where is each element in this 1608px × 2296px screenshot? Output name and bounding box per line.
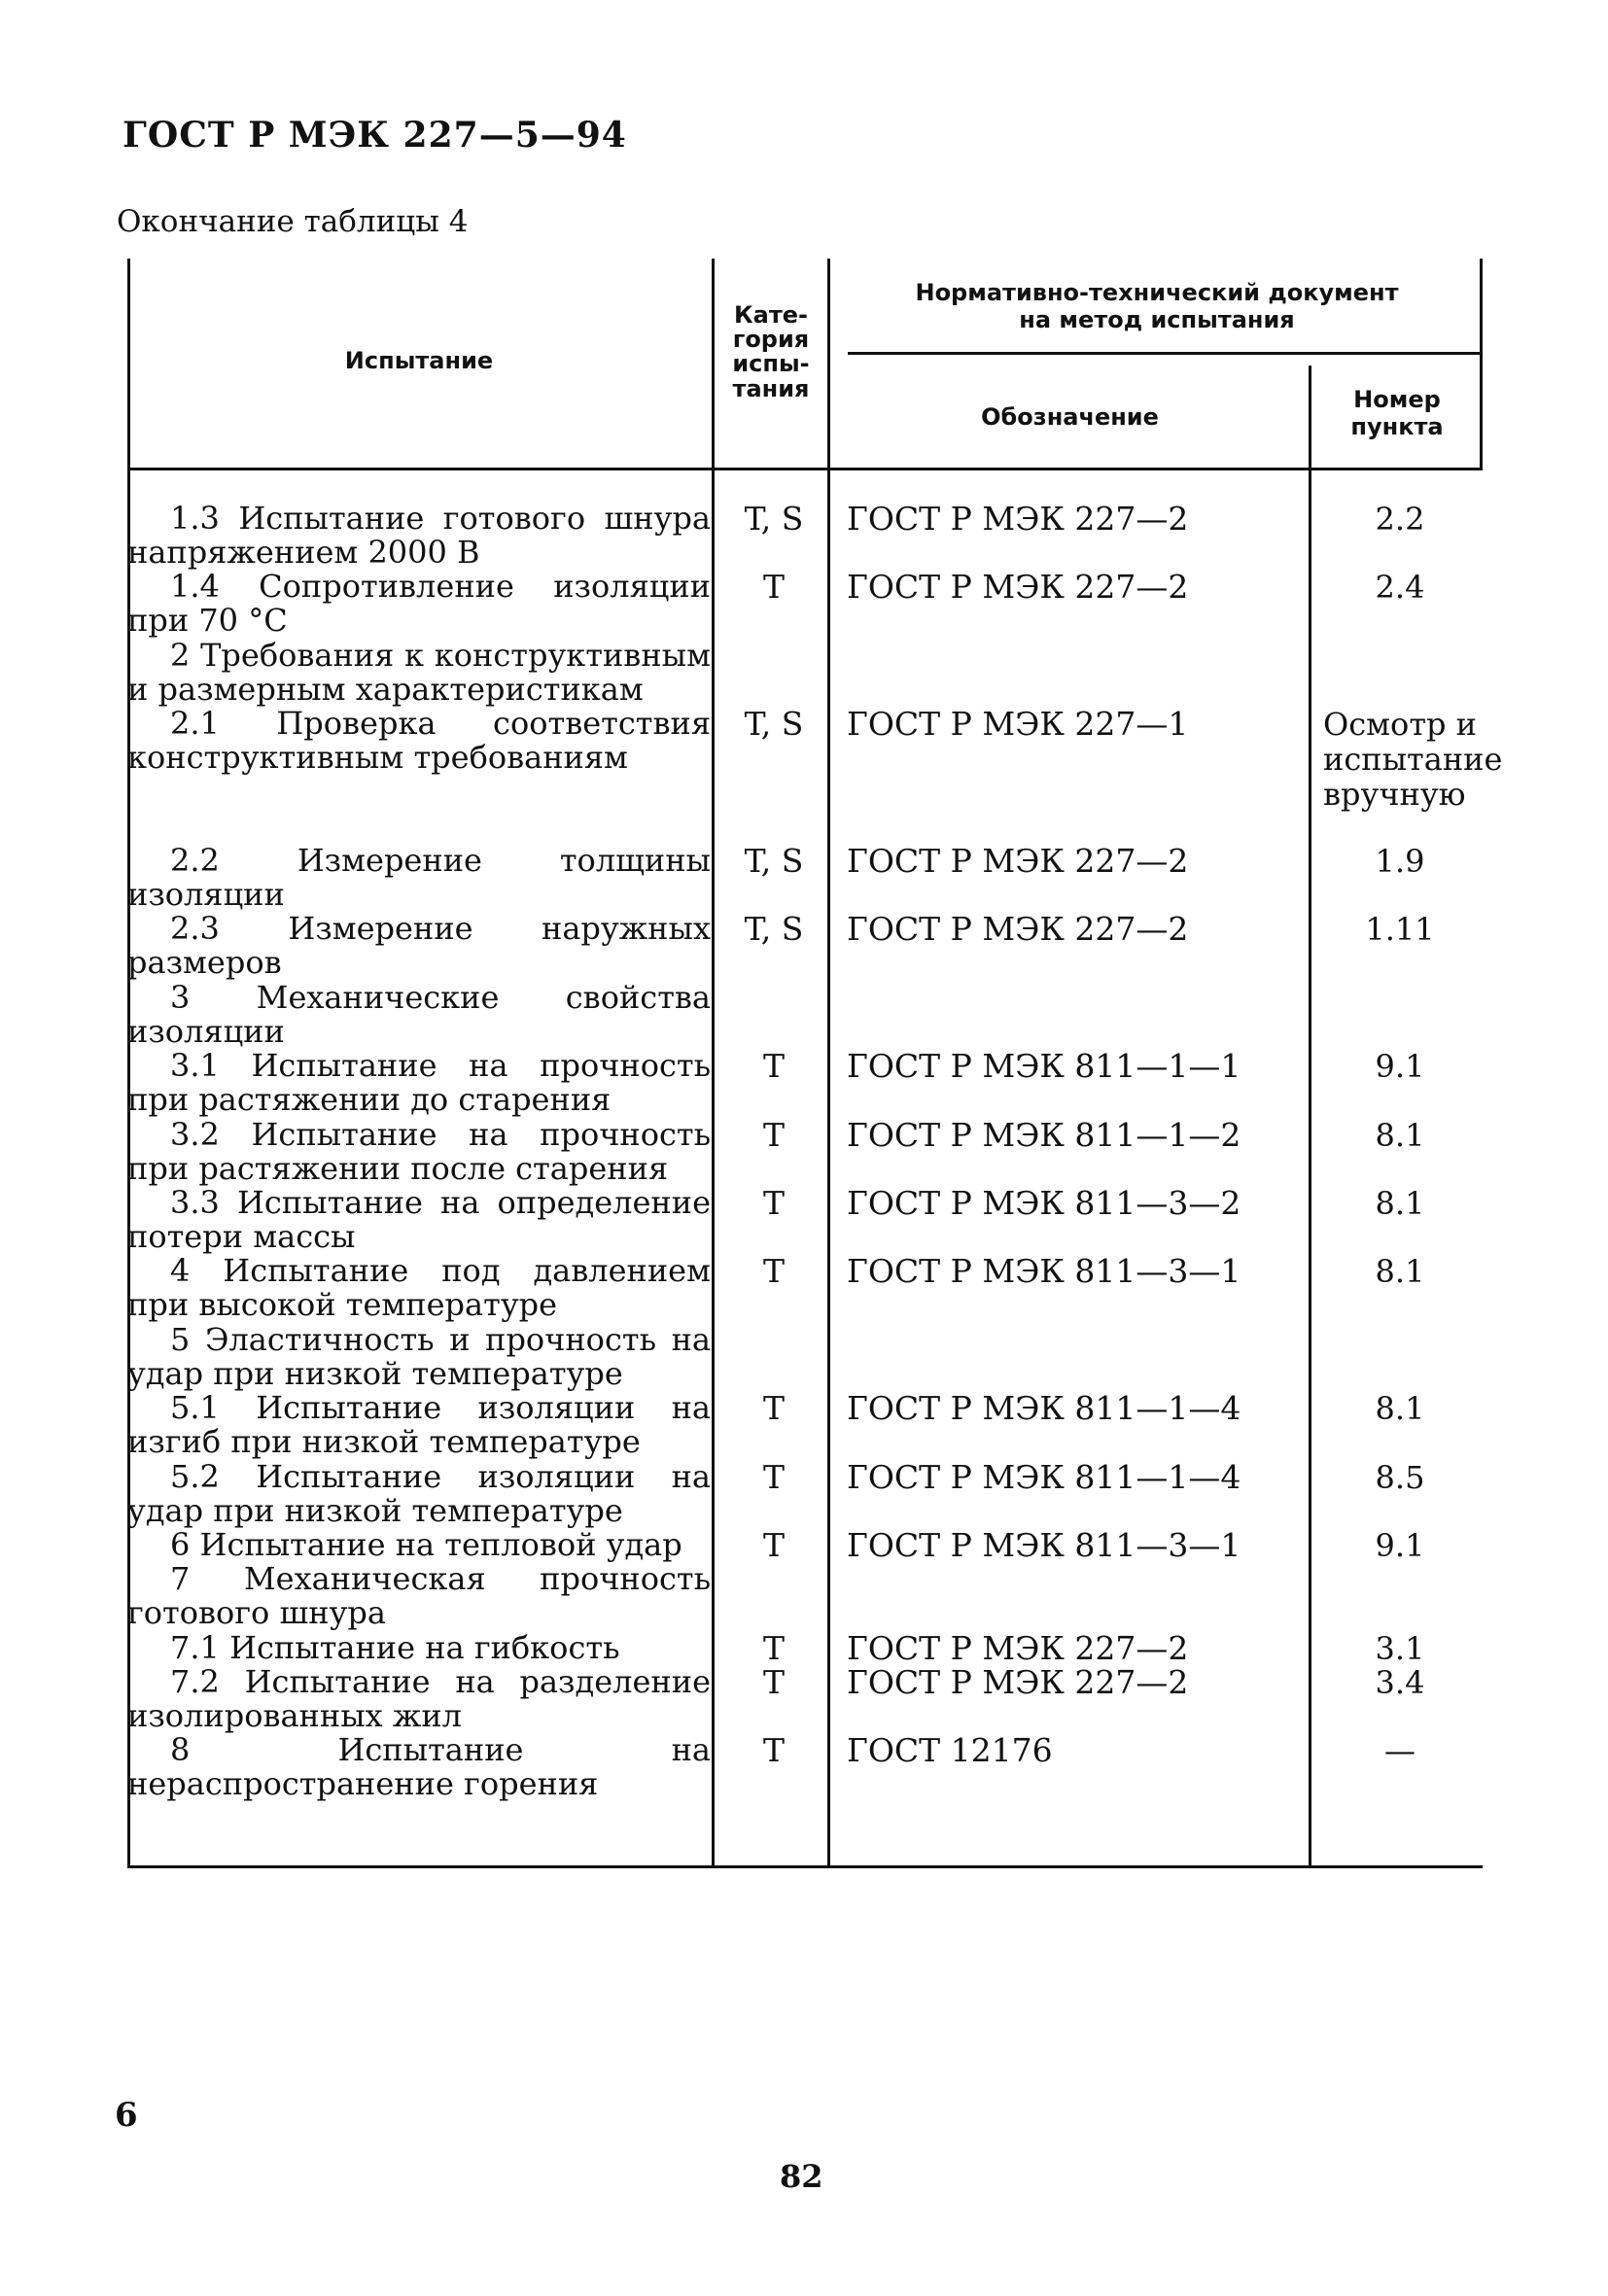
cell-test: 8 Испытание на нераспространение горения bbox=[127, 1731, 711, 1803]
table-row bbox=[127, 1391, 1483, 1459]
cell-item: 2.4 bbox=[1375, 569, 1425, 607]
cell-item: — bbox=[1384, 1732, 1416, 1770]
header-category: Кате- гория испы- тания bbox=[732, 301, 810, 402]
rule-header-bottom bbox=[127, 468, 1483, 470]
table-row bbox=[127, 1733, 1483, 1801]
table-caption: Окончание таблицы 4 bbox=[117, 204, 469, 239]
table-row bbox=[127, 636, 1483, 708]
cell-item: 8.1 bbox=[1375, 1116, 1425, 1154]
cell-category: T bbox=[762, 1115, 785, 1154]
table-row bbox=[127, 1562, 1483, 1630]
table-row bbox=[127, 1528, 1483, 1562]
cell-designation: ГОСТ Р МЭК 227—2 bbox=[847, 500, 1189, 538]
cell-test: 7.2 Испытание на разделение изолированных жил bbox=[127, 1662, 711, 1734]
cell-category: T bbox=[762, 1389, 785, 1428]
header-item: Номер пункта bbox=[1350, 386, 1444, 440]
cell-category: T bbox=[762, 1047, 785, 1086]
rule-table-bottom bbox=[127, 1865, 1483, 1868]
table-row bbox=[127, 1457, 1483, 1529]
cell-test: 3.2 Испытание на прочность при растяжении после старения bbox=[127, 1115, 711, 1187]
cell-test: 7.1 Испытание на гибкость bbox=[170, 1628, 620, 1666]
cell-item: 8.1 bbox=[1375, 1390, 1425, 1428]
cell-category: T bbox=[762, 1526, 785, 1564]
cell-designation: ГОСТ Р МЭК 227—2 bbox=[847, 910, 1189, 949]
cell-designation: ГОСТ Р МЭК 811—1—4 bbox=[847, 1457, 1241, 1496]
cell-item: 8.1 bbox=[1375, 1253, 1425, 1291]
cell-item: 8.1 bbox=[1375, 1185, 1425, 1222]
header-doc-group: Нормативно-технический документ на метод испытания bbox=[915, 279, 1399, 333]
cell-test: 2.2 Измерение толщины изоляции bbox=[127, 842, 711, 913]
cell-designation: ГОСТ Р МЭК 811—1—1 bbox=[847, 1047, 1241, 1086]
table-row bbox=[127, 1662, 1483, 1734]
table-row bbox=[127, 1628, 1483, 1667]
cell-item: 8.5 bbox=[1375, 1458, 1425, 1496]
table-row bbox=[127, 1320, 1483, 1392]
table-row bbox=[127, 705, 1503, 844]
cell-category: T bbox=[762, 1628, 785, 1667]
cell-category: T bbox=[762, 1184, 785, 1222]
cell-designation: ГОСТ Р МЭК 811—3—1 bbox=[847, 1252, 1241, 1291]
table-row bbox=[127, 1049, 1483, 1117]
cell-item: 1.11 bbox=[1365, 911, 1435, 949]
cell-item: 2.2 bbox=[1375, 501, 1425, 538]
header-test: Испытание bbox=[344, 347, 494, 374]
cell-designation: ГОСТ Р МЭК 227—1 bbox=[847, 705, 1189, 744]
cell-designation: ГОСТ Р МЭК 227—2 bbox=[847, 842, 1189, 880]
table-row bbox=[127, 844, 1483, 912]
cell-test: 3.3 Испытание на определение потери массы bbox=[127, 1184, 711, 1255]
footer-number: 82 bbox=[780, 2158, 823, 2195]
test-table bbox=[127, 259, 1503, 1868]
cell-designation: ГОСТ Р МЭК 227—2 bbox=[847, 1662, 1189, 1701]
table-row bbox=[127, 1186, 1483, 1254]
cell-test: 7 Механическая прочность готового шнура bbox=[127, 1560, 711, 1632]
table-row bbox=[127, 502, 1483, 570]
cell-item: 3.1 bbox=[1375, 1629, 1425, 1667]
cell-designation: ГОСТ Р МЭК 227—2 bbox=[847, 568, 1189, 607]
document-header: ГОСТ Р МЭК 227—5—94 bbox=[122, 115, 627, 156]
cell-test: 2.3 Измерение наружных размеров bbox=[127, 910, 711, 982]
cell-test: 3.1 Испытание на прочность при растяжении до старения bbox=[127, 1047, 711, 1119]
cell-test: 6 Испытание на тепловой удар bbox=[170, 1526, 682, 1563]
cell-test: 3 Механические свойства изоляции bbox=[127, 978, 711, 1050]
cell-test: 5.2 Испытание изоляции на удар при низкой температуре bbox=[127, 1457, 711, 1529]
cell-test: 1.3 Испытание готового шнура напряжением 2000 В bbox=[127, 500, 711, 571]
cell-designation: ГОСТ Р МЭК 227—2 bbox=[847, 1628, 1189, 1667]
table-row bbox=[127, 1254, 1483, 1322]
cell-designation: ГОСТ Р МЭК 811—1—2 bbox=[847, 1115, 1241, 1154]
header-designation: Обозначение bbox=[981, 403, 1159, 431]
table-row bbox=[127, 570, 1483, 638]
cell-item: 1.9 bbox=[1375, 843, 1425, 880]
cell-designation: ГОСТ Р МЭК 811—1—4 bbox=[847, 1389, 1241, 1428]
cell-category: T bbox=[762, 1731, 785, 1770]
rule-doc-group bbox=[848, 352, 1483, 355]
cell-category: T, S bbox=[744, 910, 804, 949]
cell-test: 1.4 Сопротивление изоляции при 70 °С bbox=[127, 568, 711, 640]
cell-item: Осмотр и испытание вручную bbox=[1323, 706, 1503, 814]
cell-test: 2 Требования к конструктивным и размерным характеристикам bbox=[127, 636, 711, 708]
cell-category: T, S bbox=[744, 705, 804, 744]
cell-item: 9.1 bbox=[1375, 1048, 1425, 1086]
cell-category: T bbox=[762, 568, 785, 607]
cell-test: 2.1 Проверка соответствия конструктивным требованиям bbox=[127, 705, 711, 777]
cell-category: T bbox=[762, 1252, 785, 1291]
cell-test: 4 Испытание под давлением при высокой температуре bbox=[127, 1252, 711, 1324]
table-row bbox=[127, 978, 1483, 1050]
cell-item: 3.4 bbox=[1375, 1663, 1425, 1701]
cell-category: T, S bbox=[744, 500, 804, 538]
table-row bbox=[127, 912, 1483, 980]
cell-designation: ГОСТ Р МЭК 811—3—1 bbox=[847, 1526, 1241, 1564]
cell-item: 9.1 bbox=[1375, 1527, 1425, 1564]
cell-designation: ГОСТ Р МЭК 811—3—2 bbox=[847, 1184, 1241, 1222]
cell-test: 5.1 Испытание изоляции на изгиб при низкой температуре bbox=[127, 1389, 711, 1461]
cell-test: 5 Эластичность и прочность на удар при низкой температуре bbox=[127, 1320, 711, 1392]
cell-category: T bbox=[762, 1662, 785, 1701]
page-number: 6 bbox=[115, 2096, 138, 2135]
cell-category: T, S bbox=[744, 842, 804, 880]
cell-designation: ГОСТ 12176 bbox=[847, 1731, 1053, 1770]
table-row bbox=[127, 1115, 1483, 1187]
cell-category: T bbox=[762, 1457, 785, 1496]
